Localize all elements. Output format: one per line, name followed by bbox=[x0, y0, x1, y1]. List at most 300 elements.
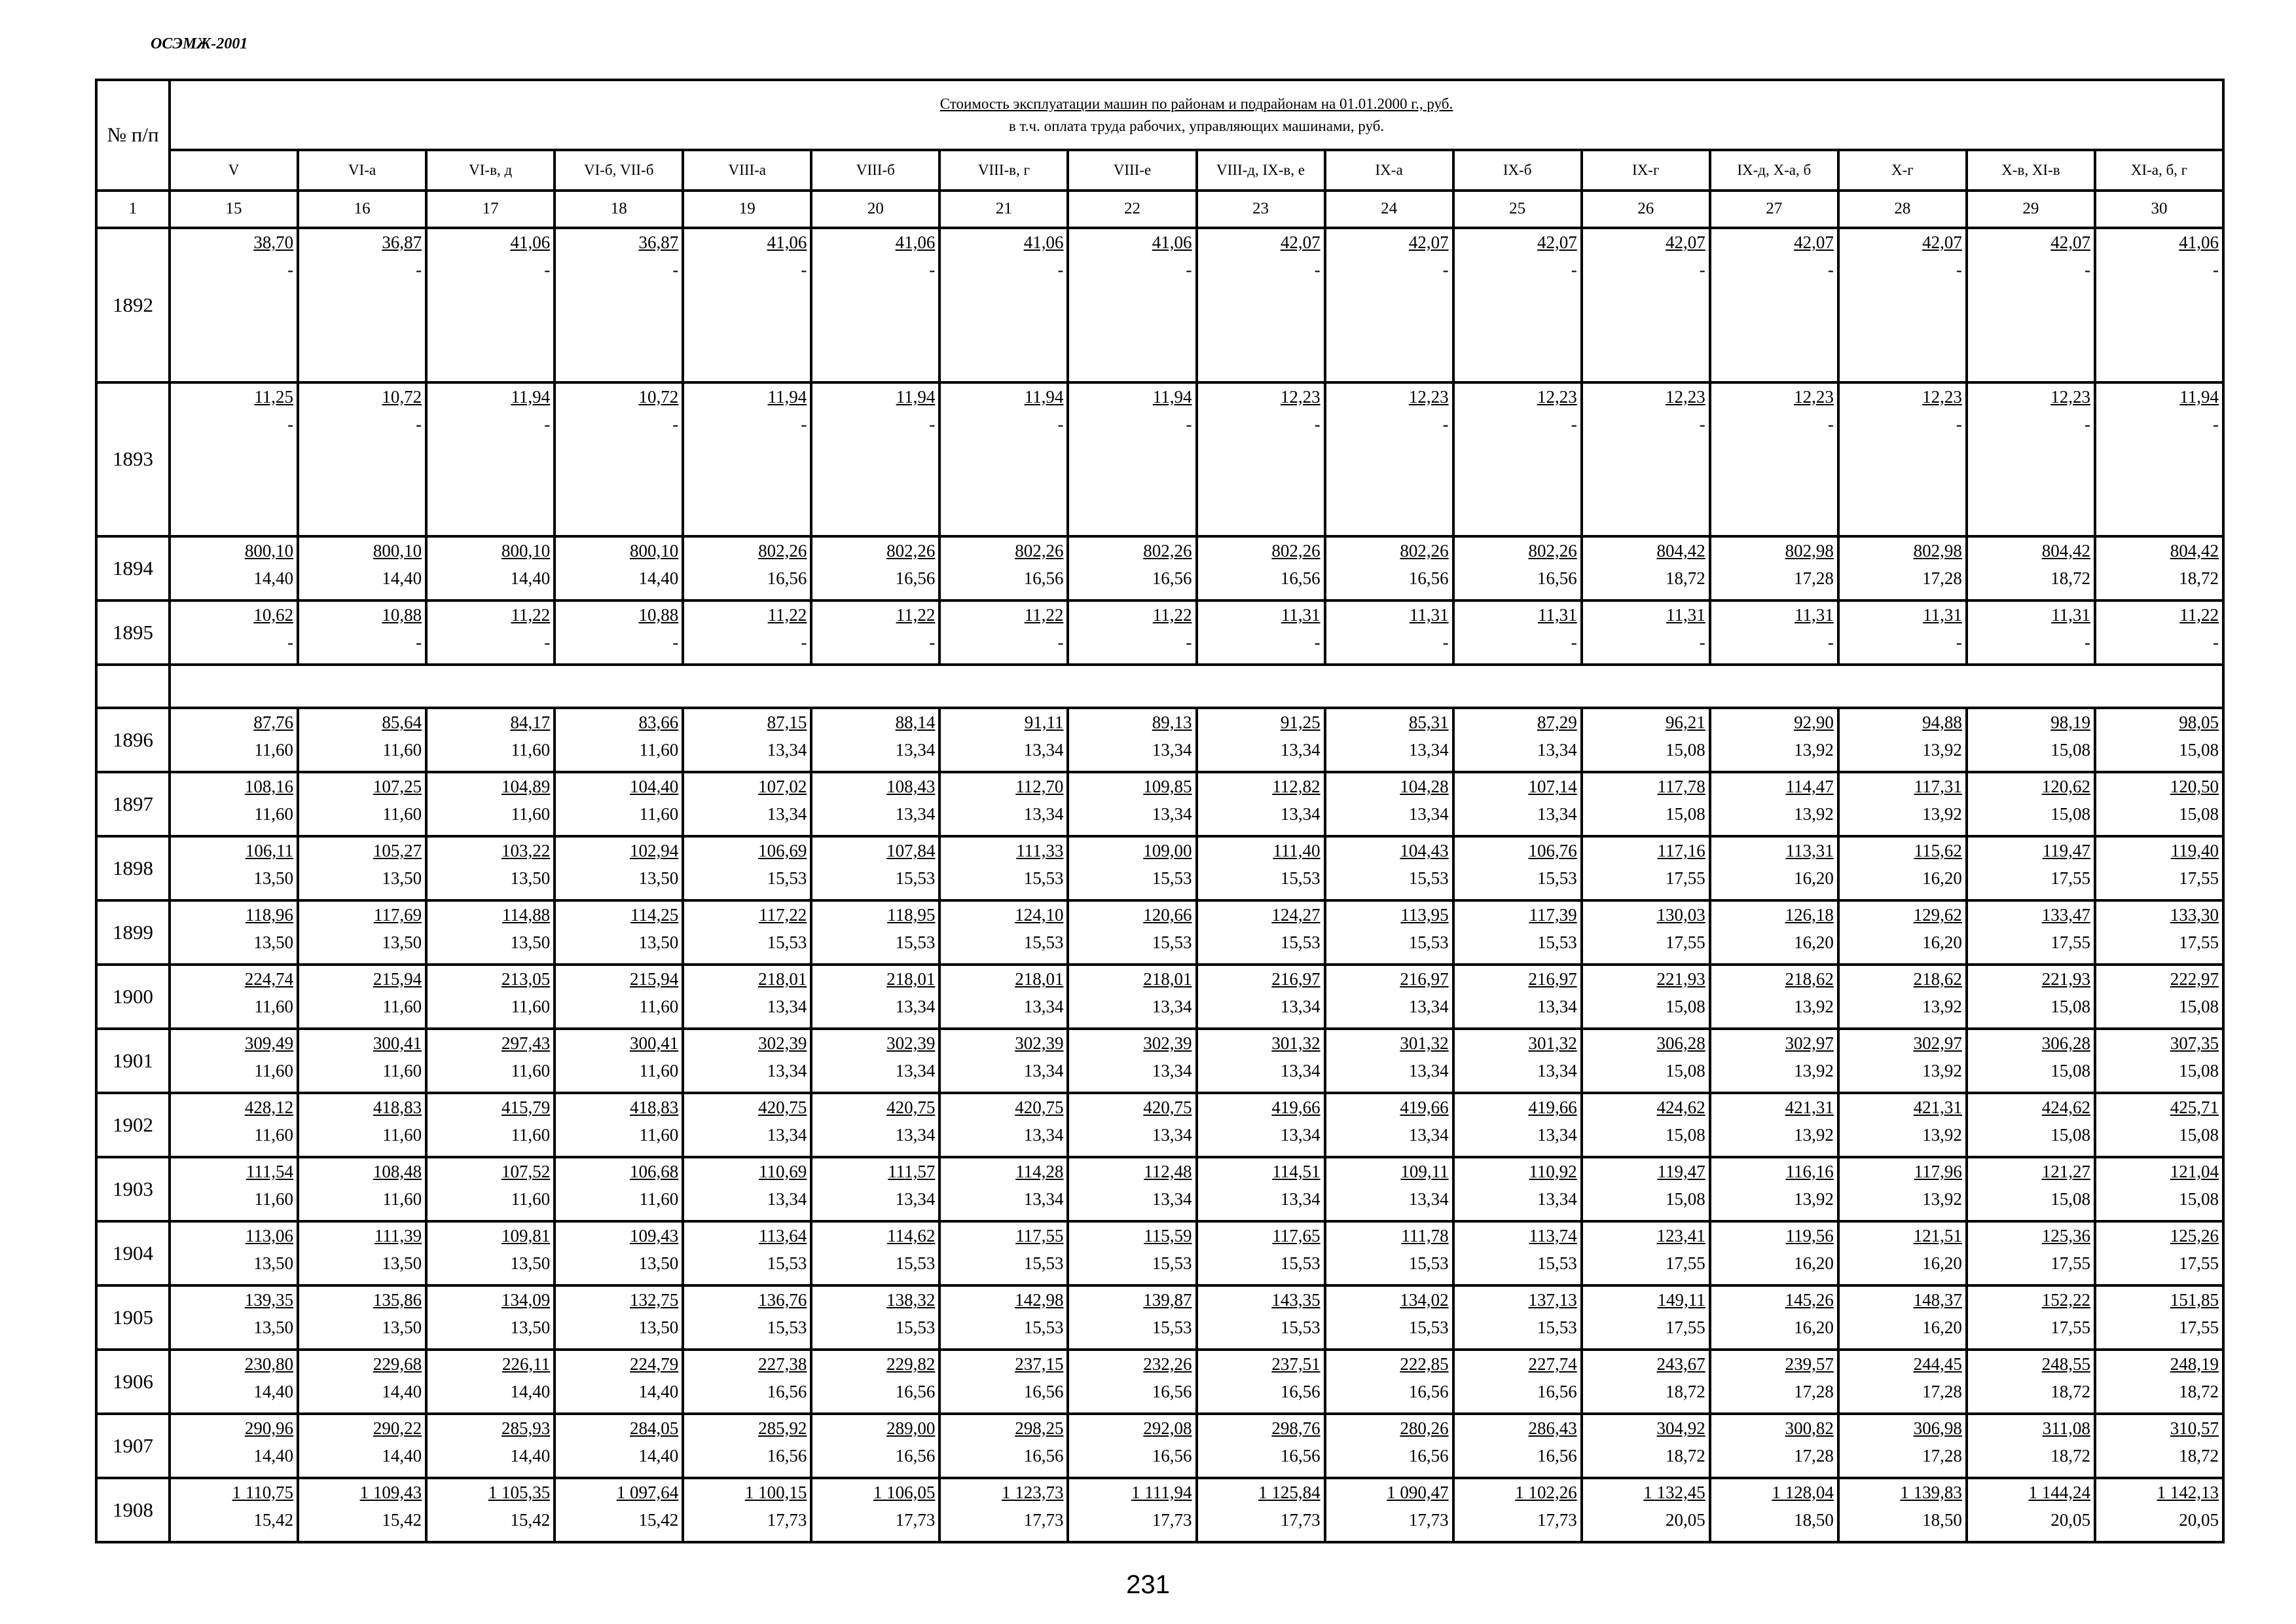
labor-cost-value: 17,73 bbox=[767, 1509, 807, 1530]
value-cell bbox=[1838, 382, 1967, 536]
operating-cost-value: 42,07 bbox=[1408, 232, 1449, 253]
page-number: 231 bbox=[1126, 1570, 1170, 1599]
operating-cost-value: 280,26 bbox=[1400, 1418, 1449, 1438]
operating-cost-value: 111,54 bbox=[246, 1162, 294, 1182]
operating-cost-value: 117,22 bbox=[759, 905, 807, 925]
operating-cost-value: 311,08 bbox=[2042, 1418, 2090, 1438]
table-row bbox=[96, 1157, 2223, 1221]
operating-cost-value: 1 090,47 bbox=[1387, 1482, 1449, 1502]
operating-cost-value: 121,51 bbox=[1913, 1226, 1962, 1246]
operating-cost-value: 125,36 bbox=[2041, 1226, 2090, 1246]
operating-cost-value: 420,75 bbox=[886, 1098, 936, 1118]
operating-cost-value: 11,31 bbox=[1537, 604, 1577, 625]
value-cell bbox=[1068, 1478, 1196, 1542]
labor-cost-value: 11,60 bbox=[382, 804, 422, 824]
zone-header: IX-a bbox=[1325, 150, 1453, 191]
value-cell bbox=[298, 708, 426, 772]
labor-cost-value: 17,28 bbox=[1922, 1381, 1962, 1401]
labor-cost-value: 15,08 bbox=[1666, 740, 1705, 760]
labor-cost-value: - bbox=[672, 260, 679, 280]
operating-cost-value: 119,40 bbox=[2170, 841, 2219, 861]
operating-cost-value: 218,62 bbox=[1785, 969, 1834, 989]
labor-cost-value: 15,53 bbox=[1280, 1253, 1321, 1274]
operating-cost-value: 120,66 bbox=[1143, 905, 1192, 925]
labor-cost-value: 16,56 bbox=[1023, 1381, 1064, 1401]
operating-cost-value: 302,39 bbox=[1143, 1033, 1192, 1054]
operating-cost-value: 248,55 bbox=[2041, 1354, 2090, 1374]
operating-cost-value: 800,10 bbox=[244, 540, 294, 561]
labor-cost-value: 18,50 bbox=[1922, 1509, 1962, 1530]
operating-cost-value: 41,06 bbox=[1152, 232, 1192, 253]
table-row bbox=[96, 1221, 2223, 1285]
labor-cost-value: - bbox=[1571, 260, 1577, 280]
operating-cost-value: 232,26 bbox=[1143, 1354, 1192, 1374]
labor-cost-value: - bbox=[416, 260, 422, 280]
labor-cost-value: 16,20 bbox=[1794, 868, 1834, 889]
operating-cost-value: 114,28 bbox=[1015, 1162, 1064, 1182]
operating-cost-value: 114,47 bbox=[1785, 777, 1834, 797]
labor-cost-value: 16,56 bbox=[1408, 1445, 1449, 1466]
operating-cost-value: 109,81 bbox=[501, 1226, 551, 1246]
zone-header: XI-a, б, г bbox=[2095, 150, 2223, 191]
value-cell bbox=[1967, 772, 2095, 836]
labor-cost-value: 20,05 bbox=[2179, 1509, 2219, 1530]
operating-cost-value: 108,43 bbox=[886, 777, 936, 797]
value-cell bbox=[1710, 536, 1838, 600]
value-cell bbox=[939, 965, 1068, 1029]
table-row bbox=[96, 1414, 2223, 1478]
labor-cost-value: 15,53 bbox=[1152, 1253, 1192, 1274]
labor-cost-value: 15,53 bbox=[1023, 1253, 1064, 1274]
operating-cost-value: 42,07 bbox=[1794, 232, 1834, 253]
labor-cost-value: 17,73 bbox=[1408, 1509, 1449, 1530]
operating-cost-value: 102,94 bbox=[630, 841, 679, 861]
labor-cost-value: 11,60 bbox=[639, 1189, 679, 1209]
operating-cost-value: 126,18 bbox=[1785, 905, 1834, 925]
labor-cost-value: 15,08 bbox=[1666, 1189, 1705, 1209]
value-cell bbox=[555, 228, 683, 382]
operating-cost-value: 802,26 bbox=[1528, 540, 1577, 561]
value-cell bbox=[683, 1157, 811, 1221]
operating-cost-value: 104,43 bbox=[1400, 841, 1449, 861]
operating-cost-value: 104,28 bbox=[1400, 777, 1449, 797]
labor-cost-value: 17,55 bbox=[1666, 868, 1705, 889]
value-cell bbox=[555, 1157, 683, 1221]
table-row bbox=[96, 1478, 2223, 1542]
operating-cost-value: 152,22 bbox=[2041, 1289, 2090, 1310]
operating-cost-value: 112,48 bbox=[1144, 1162, 1192, 1182]
value-cell bbox=[1582, 708, 1710, 772]
value-cell bbox=[1967, 228, 2095, 382]
value-cell bbox=[683, 536, 811, 600]
labor-cost-value: 13,92 bbox=[1922, 997, 1962, 1017]
operating-cost-value: 11,31 bbox=[1666, 604, 1705, 625]
value-cell bbox=[555, 382, 683, 536]
value-cell bbox=[298, 1221, 426, 1285]
value-cell bbox=[426, 228, 555, 382]
labor-cost-value: 20,05 bbox=[2050, 1509, 2090, 1530]
row-number: 1897 bbox=[96, 772, 170, 836]
value-cell bbox=[683, 228, 811, 382]
zone-header: VI-б, VII-б bbox=[555, 150, 683, 191]
value-cell bbox=[426, 772, 555, 836]
value-cell bbox=[1710, 836, 1838, 900]
table-row bbox=[96, 1093, 2223, 1157]
zone-header: IX-г bbox=[1582, 150, 1710, 191]
operating-cost-value: 11,31 bbox=[1409, 604, 1449, 625]
column-index: 26 bbox=[1582, 191, 1710, 229]
labor-cost-value: 13,34 bbox=[1537, 1189, 1577, 1209]
zone-header-row bbox=[96, 150, 2223, 191]
value-cell bbox=[683, 1093, 811, 1157]
value-cell bbox=[1325, 708, 1453, 772]
value-cell bbox=[2095, 600, 2223, 665]
value-cell bbox=[939, 382, 1068, 536]
labor-cost-value: 13,50 bbox=[382, 1317, 422, 1337]
row-number: 1904 bbox=[96, 1221, 170, 1285]
operating-cost-value: 11,94 bbox=[511, 386, 551, 407]
operating-cost-value: 802,26 bbox=[886, 540, 936, 561]
table-row bbox=[96, 900, 2223, 965]
labor-cost-value: 16,56 bbox=[767, 1445, 807, 1466]
operating-cost-value: 133,47 bbox=[2041, 905, 2090, 925]
value-cell bbox=[811, 1350, 939, 1414]
value-cell bbox=[1582, 1414, 1710, 1478]
value-cell bbox=[1967, 1221, 2095, 1285]
labor-cost-value: - bbox=[1571, 632, 1577, 652]
value-cell bbox=[426, 900, 555, 965]
labor-cost-value: 15,08 bbox=[2179, 804, 2219, 824]
operating-cost-value: 244,45 bbox=[1913, 1354, 1962, 1374]
operating-cost-value: 143,35 bbox=[1271, 1289, 1321, 1310]
value-cell bbox=[1582, 1478, 1710, 1542]
labor-cost-value: 13,34 bbox=[895, 1125, 936, 1145]
labor-cost-value: 13,34 bbox=[1537, 1061, 1577, 1081]
value-cell bbox=[939, 836, 1068, 900]
value-cell bbox=[683, 836, 811, 900]
value-cell bbox=[1582, 1157, 1710, 1221]
operating-cost-value: 120,62 bbox=[2041, 777, 2090, 797]
operating-cost-value: 124,27 bbox=[1271, 905, 1321, 925]
value-cell bbox=[426, 1157, 555, 1221]
zone-header: V bbox=[170, 150, 298, 191]
value-cell bbox=[2095, 708, 2223, 772]
value-cell bbox=[1838, 965, 1967, 1029]
operating-cost-value: 302,39 bbox=[758, 1033, 807, 1054]
operating-cost-value: 10,62 bbox=[253, 604, 294, 625]
labor-cost-value: 13,34 bbox=[1537, 1125, 1577, 1145]
operating-cost-value: 111,33 bbox=[1016, 841, 1064, 861]
labor-cost-value: 18,72 bbox=[2179, 1381, 2219, 1401]
labor-cost-value: 18,72 bbox=[1666, 568, 1705, 588]
value-cell bbox=[1325, 228, 1453, 382]
operating-cost-value: 1 139,83 bbox=[1900, 1482, 1962, 1502]
operating-cost-value: 802,26 bbox=[1015, 540, 1064, 561]
operating-cost-value: 301,32 bbox=[1528, 1033, 1577, 1054]
operating-cost-value: 111,57 bbox=[888, 1162, 936, 1182]
labor-cost-value: 11,60 bbox=[254, 1061, 294, 1081]
value-cell bbox=[1068, 536, 1196, 600]
operating-cost-value: 302,39 bbox=[1015, 1033, 1064, 1054]
labor-cost-value: 15,08 bbox=[1666, 1061, 1705, 1081]
labor-cost-value: 13,34 bbox=[1280, 1189, 1321, 1209]
labor-cost-value: 15,08 bbox=[2050, 997, 2090, 1017]
value-cell bbox=[1197, 708, 1325, 772]
value-cell bbox=[2095, 536, 2223, 600]
spacer-cell bbox=[170, 665, 2223, 709]
value-cell bbox=[1967, 1478, 2095, 1542]
labor-cost-value: 16,56 bbox=[895, 568, 936, 588]
labor-cost-value: - bbox=[2213, 414, 2219, 434]
labor-cost-value: - bbox=[1057, 632, 1064, 652]
labor-cost-value: 15,53 bbox=[1537, 868, 1577, 889]
value-cell bbox=[1197, 1221, 1325, 1285]
value-cell bbox=[555, 1478, 683, 1542]
value-cell bbox=[939, 1157, 1068, 1221]
labor-cost-value: 13,92 bbox=[1922, 1125, 1962, 1145]
operating-cost-value: 218,62 bbox=[1913, 969, 1962, 989]
operating-cost-value: 36,87 bbox=[382, 232, 422, 253]
operating-cost-value: 41,06 bbox=[767, 232, 807, 253]
value-cell bbox=[1582, 382, 1710, 536]
labor-cost-value: - bbox=[1186, 260, 1192, 280]
operating-cost-value: 117,65 bbox=[1272, 1226, 1321, 1246]
table-title-line-1: Стоимость эксплуатации машин по районам и подрайонам на 01.01.2000 г., руб. bbox=[939, 95, 1453, 112]
row-number: 1894 bbox=[96, 536, 170, 600]
value-cell bbox=[1197, 965, 1325, 1029]
operating-cost-value: 119,47 bbox=[2042, 841, 2090, 861]
value-cell bbox=[1068, 1414, 1196, 1478]
document-header-mark: ОСЭМЖ-2001 bbox=[151, 35, 248, 52]
value-cell bbox=[1710, 1029, 1838, 1093]
operating-cost-value: 11,31 bbox=[1281, 604, 1321, 625]
operating-cost-value: 85,31 bbox=[1408, 712, 1449, 733]
labor-cost-value: - bbox=[1699, 260, 1705, 280]
column-index-row bbox=[96, 191, 2223, 229]
labor-cost-value: 13,34 bbox=[1408, 997, 1449, 1017]
operating-cost-value: 11,22 bbox=[1152, 604, 1192, 625]
operating-cost-value: 420,75 bbox=[1143, 1098, 1192, 1118]
labor-cost-value: 17,55 bbox=[2050, 932, 2090, 953]
value-cell bbox=[1325, 900, 1453, 965]
operating-cost-value: 418,83 bbox=[630, 1098, 679, 1118]
labor-cost-value: 15,53 bbox=[1408, 1317, 1449, 1337]
labor-cost-value: - bbox=[1442, 632, 1449, 652]
table-row bbox=[96, 228, 2223, 382]
labor-cost-value: 16,20 bbox=[1922, 1253, 1962, 1274]
operating-cost-value: 42,07 bbox=[1537, 232, 1577, 253]
labor-cost-value: 13,34 bbox=[1408, 740, 1449, 760]
labor-cost-value: 18,72 bbox=[1666, 1445, 1705, 1466]
value-cell bbox=[1068, 1157, 1196, 1221]
operating-cost-value: 151,85 bbox=[2170, 1289, 2219, 1310]
operating-cost-value: 304,92 bbox=[1656, 1418, 1705, 1438]
operating-cost-value: 10,88 bbox=[382, 604, 422, 625]
value-cell bbox=[2095, 1414, 2223, 1478]
operating-cost-value: 800,10 bbox=[373, 540, 422, 561]
labor-cost-value: 16,56 bbox=[895, 1381, 936, 1401]
labor-cost-value: - bbox=[1571, 414, 1577, 434]
operating-cost-value: 117,96 bbox=[1914, 1162, 1962, 1182]
value-cell bbox=[811, 1093, 939, 1157]
labor-cost-value: - bbox=[1827, 260, 1834, 280]
value-cell bbox=[2095, 382, 2223, 536]
labor-cost-value: 16,56 bbox=[1537, 1445, 1577, 1466]
labor-cost-value: 13,50 bbox=[253, 932, 294, 953]
operating-cost-value: 42,07 bbox=[2050, 232, 2090, 253]
value-cell bbox=[811, 1414, 939, 1478]
value-cell bbox=[1068, 1350, 1196, 1414]
operating-cost-value: 224,74 bbox=[244, 969, 294, 989]
value-cell bbox=[1582, 1221, 1710, 1285]
operating-cost-value: 11,94 bbox=[767, 386, 807, 407]
value-cell bbox=[1453, 228, 1582, 382]
operating-cost-value: 1 123,73 bbox=[1001, 1482, 1064, 1502]
labor-cost-value: 15,08 bbox=[2179, 1189, 2219, 1209]
operating-cost-value: 112,82 bbox=[1272, 777, 1321, 797]
value-cell bbox=[426, 600, 555, 665]
value-cell bbox=[1582, 1093, 1710, 1157]
labor-cost-value: - bbox=[287, 414, 294, 434]
value-cell bbox=[1068, 1285, 1196, 1350]
labor-cost-value: - bbox=[2084, 260, 2090, 280]
labor-cost-value: 15,53 bbox=[895, 1253, 936, 1274]
labor-cost-value: 15,42 bbox=[510, 1509, 551, 1530]
value-cell bbox=[939, 1029, 1068, 1093]
value-cell bbox=[555, 600, 683, 665]
value-cell bbox=[1582, 965, 1710, 1029]
row-number: 1899 bbox=[96, 900, 170, 965]
value-cell bbox=[170, 228, 298, 382]
operating-cost-value: 113,06 bbox=[245, 1226, 294, 1246]
value-cell bbox=[1710, 1414, 1838, 1478]
operating-cost-value: 298,25 bbox=[1015, 1418, 1064, 1438]
value-cell bbox=[298, 1029, 426, 1093]
table-row bbox=[96, 836, 2223, 900]
table-row bbox=[96, 1285, 2223, 1350]
operating-cost-value: 11,22 bbox=[1024, 604, 1064, 625]
labor-cost-value: 13,50 bbox=[510, 868, 551, 889]
value-cell bbox=[298, 228, 426, 382]
value-cell bbox=[1582, 1285, 1710, 1350]
labor-cost-value: 15,53 bbox=[895, 1317, 936, 1337]
labor-cost-value: 11,60 bbox=[639, 997, 679, 1017]
table-row bbox=[96, 772, 2223, 836]
value-cell bbox=[1967, 600, 2095, 665]
labor-cost-value: - bbox=[1956, 632, 1962, 652]
labor-cost-value: 13,34 bbox=[895, 804, 936, 824]
labor-cost-value: 17,73 bbox=[1152, 1509, 1192, 1530]
value-cell bbox=[2095, 1093, 2223, 1157]
operating-cost-value: 114,88 bbox=[501, 905, 551, 925]
operating-cost-value: 113,31 bbox=[1785, 841, 1834, 861]
value-cell bbox=[1325, 772, 1453, 836]
operating-cost-value: 298,76 bbox=[1271, 1418, 1321, 1438]
value-cell bbox=[1582, 836, 1710, 900]
operating-cost-value: 424,62 bbox=[1656, 1098, 1705, 1118]
labor-cost-value: 15,53 bbox=[767, 1253, 807, 1274]
labor-cost-value: - bbox=[672, 414, 679, 434]
operating-cost-value: 11,22 bbox=[896, 604, 936, 625]
value-cell bbox=[1838, 1157, 1967, 1221]
operating-cost-value: 418,83 bbox=[373, 1098, 422, 1118]
operating-cost-value: 1 100,15 bbox=[744, 1482, 807, 1502]
labor-cost-value: 11,60 bbox=[254, 804, 294, 824]
labor-cost-value: 11,60 bbox=[639, 1125, 679, 1145]
value-cell bbox=[555, 1221, 683, 1285]
value-cell bbox=[939, 900, 1068, 965]
operating-cost-value: 222,97 bbox=[2170, 969, 2219, 989]
value-cell bbox=[1710, 1285, 1838, 1350]
labor-cost-value: - bbox=[287, 632, 294, 652]
value-cell bbox=[426, 1414, 555, 1478]
labor-cost-value: 17,73 bbox=[1280, 1509, 1321, 1530]
labor-cost-value: - bbox=[1827, 414, 1834, 434]
operating-cost-value: 229,68 bbox=[373, 1354, 422, 1374]
operating-cost-value: 285,93 bbox=[501, 1418, 551, 1438]
labor-cost-value: - bbox=[801, 260, 807, 280]
value-cell bbox=[1838, 900, 1967, 965]
labor-cost-value: 13,34 bbox=[1023, 1189, 1064, 1209]
labor-cost-value: 16,56 bbox=[1408, 1381, 1449, 1401]
value-cell bbox=[683, 900, 811, 965]
labor-cost-value: 16,56 bbox=[1537, 568, 1577, 588]
operating-cost-value: 309,49 bbox=[244, 1033, 294, 1054]
value-cell bbox=[298, 382, 426, 536]
labor-cost-value: 11,60 bbox=[382, 1125, 422, 1145]
operating-cost-value: 226,11 bbox=[501, 1354, 551, 1374]
operating-cost-value: 117,69 bbox=[373, 905, 422, 925]
labor-cost-value: 13,34 bbox=[1023, 997, 1064, 1017]
labor-cost-value: 13,34 bbox=[1152, 1125, 1192, 1145]
operating-cost-value: 136,76 bbox=[758, 1289, 807, 1310]
value-cell bbox=[1710, 900, 1838, 965]
labor-cost-value: 13,34 bbox=[1152, 1189, 1192, 1209]
value-cell bbox=[1838, 708, 1967, 772]
operating-cost-value: 11,22 bbox=[511, 604, 551, 625]
labor-cost-value: 17,28 bbox=[1794, 1445, 1834, 1466]
value-cell bbox=[2095, 1029, 2223, 1093]
labor-cost-value: 15,08 bbox=[1666, 804, 1705, 824]
operating-cost-value: 12,23 bbox=[1537, 386, 1577, 407]
value-cell bbox=[555, 708, 683, 772]
labor-cost-value: - bbox=[2213, 632, 2219, 652]
operating-cost-value: 1 132,45 bbox=[1643, 1482, 1705, 1502]
labor-cost-value: 13,34 bbox=[1023, 1125, 1064, 1145]
operating-cost-value: 800,10 bbox=[501, 540, 551, 561]
value-cell bbox=[683, 1478, 811, 1542]
value-cell bbox=[170, 836, 298, 900]
labor-cost-value: 13,92 bbox=[1794, 1189, 1834, 1209]
labor-cost-value: 15,53 bbox=[1280, 1317, 1321, 1337]
column-index: 30 bbox=[2095, 191, 2223, 229]
value-cell bbox=[170, 600, 298, 665]
labor-cost-value: 15,53 bbox=[1152, 1317, 1192, 1337]
value-cell bbox=[170, 536, 298, 600]
labor-cost-value: 14,40 bbox=[510, 1381, 551, 1401]
labor-cost-value: 17,28 bbox=[1794, 568, 1834, 588]
value-cell bbox=[298, 836, 426, 900]
labor-cost-value: 15,42 bbox=[253, 1509, 294, 1530]
operating-cost-value: 94,88 bbox=[1922, 712, 1962, 733]
operating-cost-value: 1 142,13 bbox=[2157, 1482, 2219, 1502]
labor-cost-value: 14,40 bbox=[253, 1445, 294, 1466]
operating-cost-value: 103,22 bbox=[501, 841, 551, 861]
operating-cost-value: 1 097,64 bbox=[616, 1482, 679, 1502]
operating-cost-value: 802,26 bbox=[1400, 540, 1449, 561]
labor-cost-value: 15,08 bbox=[2050, 1189, 2090, 1209]
value-cell bbox=[1453, 1029, 1582, 1093]
